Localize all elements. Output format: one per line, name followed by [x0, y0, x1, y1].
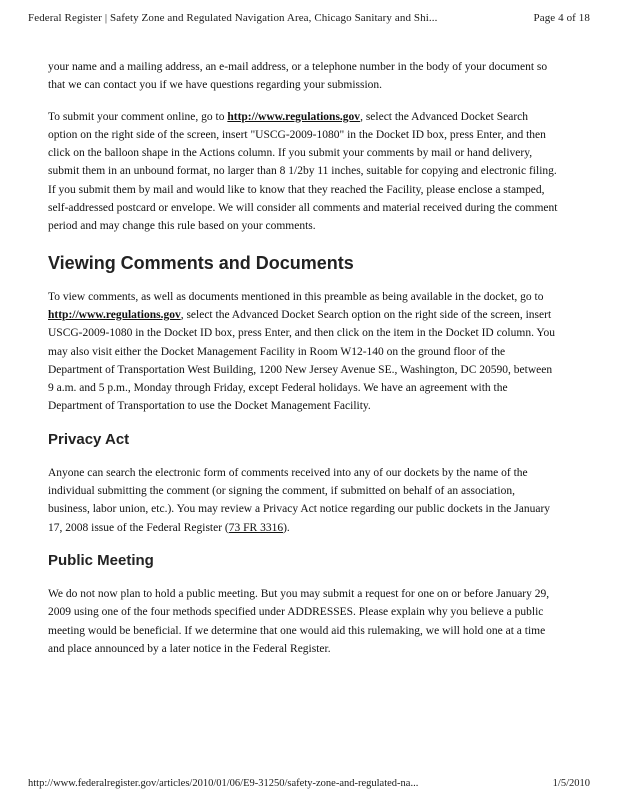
regulations-gov-link-2[interactable]: http://www.regulations.gov	[48, 308, 181, 321]
viewing-paragraph	[48, 288, 558, 416]
footer-url: http://www.federalregister.gov/articles/2010/01/06/E9-31250/safety-zone-and-regulated-na...	[28, 778, 419, 789]
viewing-comments-heading: Viewing Comments and Documents	[48, 252, 354, 273]
privacy-paragraph	[48, 464, 558, 537]
footer-date: 1/5/2010	[552, 778, 590, 789]
intro-paragraph-1: your name and a mailing address, an e-mail address, or a telephone number in the body of your document so that we can contact you if we have questions regarding your submission.	[48, 61, 548, 92]
public-meeting-paragraph: We do not now plan to hold a public meeting. But you may submit a request for one on or before January 29, 2009 using one of the four methods specified under ADDRESSES. Please explain why you believe a public meeting would be beneficial. If we determine that one would aid this rulemaking, we will hold one at a time and place announced by a later notice in the Federal Register.	[48, 587, 550, 655]
page-footer	[28, 778, 590, 789]
privacy-text-after-link: ).	[283, 521, 290, 534]
intro-text-before-link: To submit your comment online, go to	[48, 110, 228, 123]
public-meeting-heading: Public Meeting	[48, 551, 154, 569]
page-header	[28, 12, 590, 24]
document-body	[48, 58, 558, 658]
privacy-text-before-link: Anyone can search the electronic form of comments received into any of our dockets by the name of the individual submitting the comment (or signing the comment, if submitted on behalf of an association, business, labor union, etc.). You may review a Privacy Act notice regarding our public dockets in the January 17, 2008 issue of the Federal Register (	[48, 466, 551, 534]
federal-register-citation-link[interactable]: 73 FR 3316	[228, 521, 284, 534]
header-page-number: Page 4 of 18	[530, 12, 591, 24]
viewing-text-after-link: , select the Advanced Docket Search option on the right side of the screen, insert USCG-2009-1080 in the Docket ID box, press Enter, and then click on the item in the Docket ID column. You may also visit either the Docket Management Facility in Room W12-140 on the ground floor of the Department of Transportation West Building, 1200 New Jersey Avenue SE., Washington, DC 20590, between 9 a.m. and 5 p.m., Monday through Friday, except Federal holidays. We have an agreement with the Department of Transportation to use the Docket Management Facility.	[48, 308, 556, 413]
privacy-act-heading: Privacy Act	[48, 430, 130, 448]
intro-paragraph-2	[48, 108, 558, 236]
intro-text-after-link: , select the Advanced Docket Search option on the right side of the screen, insert "USCG-2009-1080" in the Docket ID box, press Enter, and then click on the balloon shape in the Actions column. If you submit your comments by mail or hand delivery, submit them in an unbound format, no larger than 8 1/2by 11 inches, suitable for copying and electronic filing. If you submit them by mail and would like to know that they reached the Facility, please enclose a stamped, self-addressed postcard or envelope. We will consider all comments and material received during the comment period and may change this rule based on your comments.	[48, 110, 558, 233]
regulations-gov-link[interactable]: http://www.regulations.gov	[227, 110, 361, 123]
header-title: Federal Register | Safety Zone and Regulated Navigation Area, Chicago Sanitary and Shi...	[28, 12, 438, 24]
viewing-text-before-link: To view comments, as well as documents mentioned in this preamble as being available in the docket, go to	[48, 290, 544, 303]
